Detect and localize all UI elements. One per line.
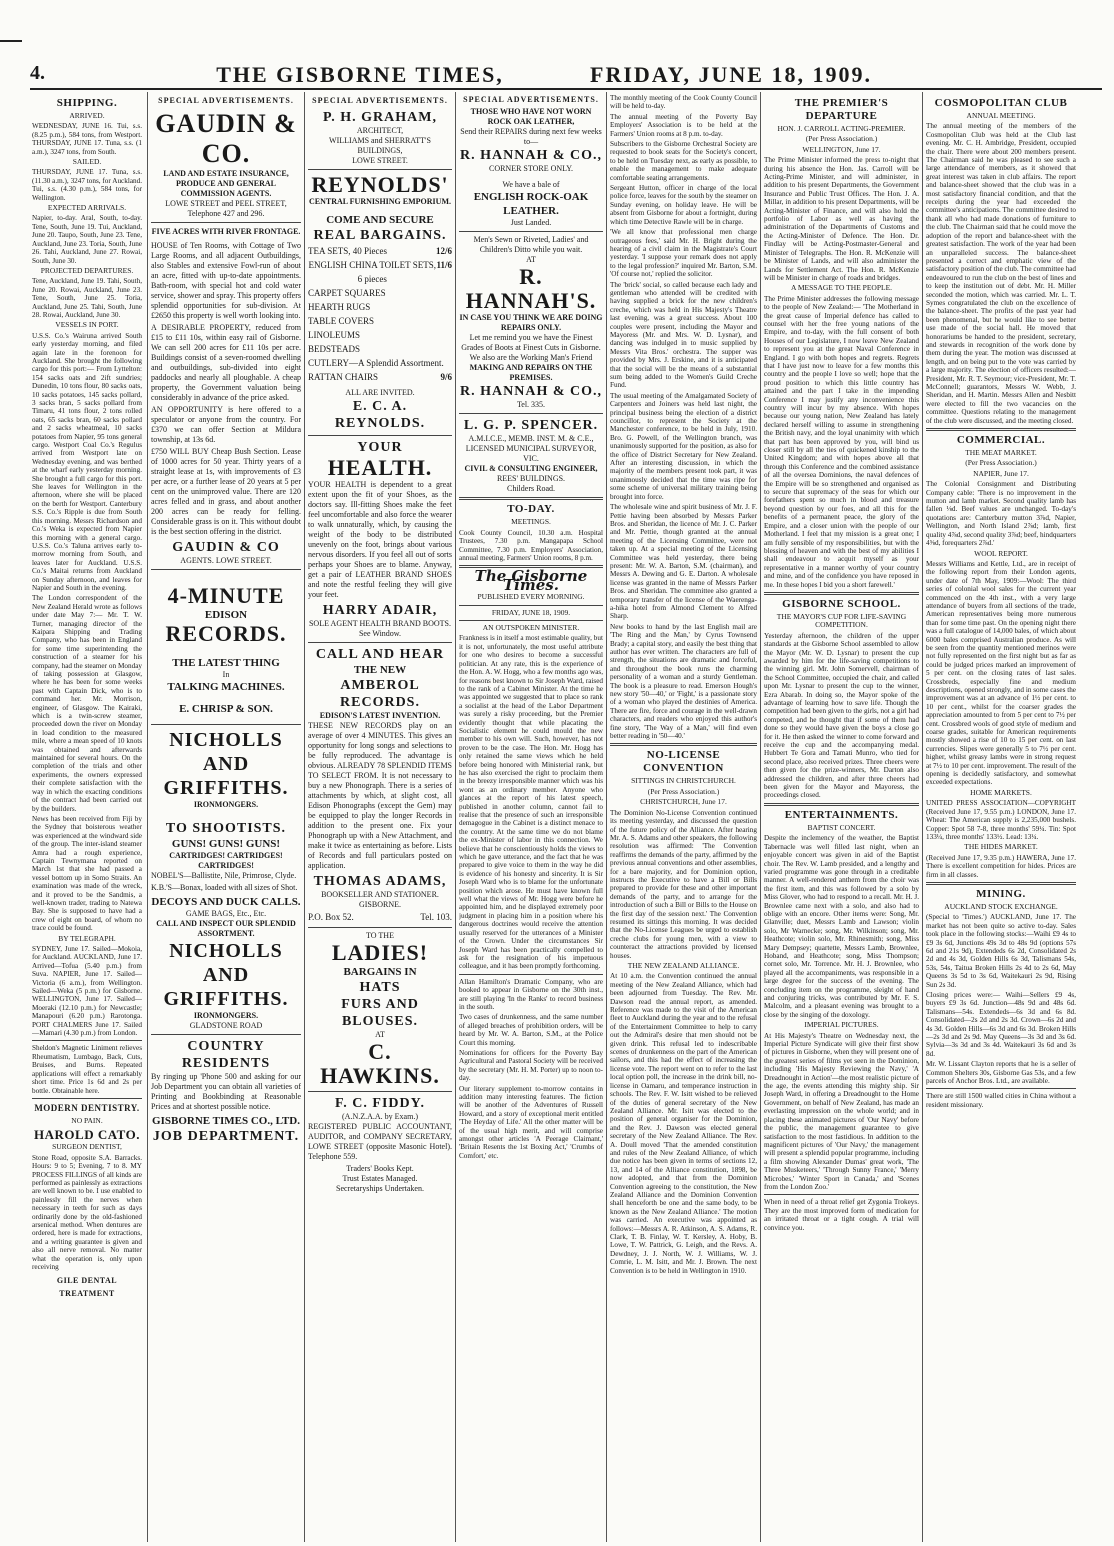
newspaper-title: THE GISBORNE TIMES, <box>216 62 504 87</box>
column-ads-1 <box>151 94 301 1542</box>
adair-name: HARRY ADAIR, <box>322 603 438 618</box>
fiddy-name: F. C. FIDDY. <box>335 1096 425 1111</box>
divider <box>610 743 757 746</box>
bargain-item-label: TABLE COVERS <box>308 316 375 326</box>
mayor-cup-sub: THE MAYOR'S CUP FOR LIFE-SAVING COMPETITION. <box>776 611 907 630</box>
adams-box: P.O. Box 52. <box>308 912 354 922</box>
margin-rule <box>0 40 22 42</box>
divider <box>459 413 603 414</box>
subheading-vessels: VESSELS IN PORT. <box>55 320 119 330</box>
english-leather: ENGLISH ROCK-OAK LEATHER. <box>473 191 589 218</box>
divider <box>926 428 1076 431</box>
your-label: YOUR <box>357 440 403 455</box>
amberol-text: THESE NEW RECORDS play on an average of over 4 MINUTES. This gives an opportunity for long songs and selections to be fully reproduced. The advantage is obvious. ALREADY 78 SPLENDID ITEMS TO SELECT FROM. It is not necessary to buy a new Phonograph. There is a series of attachments by which, at slight cost, all Edison Phonographs (except the Gem) may be equipped to play the longer Records in addition to the present one. Fix your Phonograph up with a New Attachment, and make it twice as entertaining as before. Lists of Records and full particulars posted on application. <box>308 721 452 870</box>
column-rule <box>455 92 456 1542</box>
special-ads-header-2: SPECIAL ADVERTISEMENTS. <box>312 96 448 105</box>
council-item: The monthly meeting of the Cook County Council will be held to-day. <box>610 94 757 111</box>
column-rule <box>760 92 761 1542</box>
to-the: TO THE <box>366 931 394 940</box>
carroll-sub: HON. J. CARROLL ACTING-PREMIER. <box>777 124 906 133</box>
vessels-text: U.S.S. Co.'s Wairuna arrived South early yesterday morning, and filed again late in the forenoon for Auckland. She brought the following cargo for this port:— From Lyttelton: 154 sacks oats and 2ift sundries; Dunedin, 10 tons flour, 80 sacks oats, 10 sacks potatoes, 145 sacks pollard, 3 sacks bran, 5 sacks pollard from Timaru, 41 tons flour, 2 tons rolled oats, 65 sacks bran, 60 sacks pollard and 2 sacks wheatmeal, 10 sacks potatoes from Napier, 95 tons general cargo. Westport Coal Co.'s Regulus arrived from Westport late on Wednesday evening, and was berthed at the wharf early yesterday morning. She brought a full cargo for this port. She leaves for Wellington in the afternoon, where she will be placed on the berth for Westport. Canterbury S.S. Co.'s Ripple is due from South this morning. Messrs Richardson and Co.'s Weka is expected from Napier this morning with a general cargo. U.S.S. Co.'s Taluna arrives early to-morrow morning from South, and leaves later for Auckland. U.S.S. Co.'s Maitai returns from Auckland on Sunday afternoon, and leaves for Napier and South in the evening. <box>32 331 142 592</box>
baptist-text: Despite the inclemency of the weather, the Baptist Tabernacle was well filled last night, when an enjoyable concert was given in aid of the Baptist choir. The Rev. W. Lamb presided, and a lengthy and varied programme was gone through in a creditable manner. A well-rendered anthem from the choir was the first item, and this was followed by a solo by Miss Glover, who had to respond to a recall. Mr. H. J. Brownlee came next with a solo, and also had to oblige with an encore. Other items were: Song, Mr. Glanville; duet, Messrs Lamb and Lawson; violin solo, Mr Warnecke; song, Mr. Wilkinson; song, Mr. Heathcote; violin solo, Mr. Rhinesmith; song, Miss Mary Dempsey; quartette, Messrs Lamb, Brownlee, Hoband, and Heathcote; song, Miss Thompson; cornet solo, Mr. Torrence. Mr. H. J. Brownlee, who played all the accompaniments, was responsible in a large degree for the success of the evening. The concluding item on the programme, sleight of hand and conjuring tricks, was contributed by Mr. F. S. Malcolm, and a pleasant evening was brought to a close by the singing of the doxology. <box>764 834 919 1019</box>
game-bags-line: GAME BAGS, Etc., Etc. <box>185 909 267 918</box>
message-heading: A MESSAGE TO THE PEOPLE. <box>790 283 893 293</box>
call-hear: CALL AND HEAR <box>315 647 445 662</box>
divider <box>308 169 452 170</box>
at-label: AT <box>375 1030 385 1039</box>
residents-label: RESIDENTS <box>181 1056 271 1071</box>
editorial-text: Frankness is in itself a most estimable quality, but it is not, unfortunately, the most useful attribute for one who desires to become a successful politician. At any rate, this is the experience of the Hon. A. W. Hogg, who a few months ago was, for reasons best known to Sir Joseph Ward, raised to the rank of a Cabinet Minister. At the time he was appointed we suggested that to place so rank a socialist at the head of the Labor Department was surely a risky proceeding, but the Premier evidently thought that while placating the Socialistic element he could mould the new member to his own will. Such, however, has not proven to be the case. The Hon. Mr. Hogg has only retained the same views which he held before being honored with Ministerial rank, but he has also exercised the right to proclaim them in the breezy irresponsible manner which was his wont as an ordinary member. Anyone who glances at the report of his latest speech, published in another column, cannot fail to realise that the presence of such an irresponsible demagogue in the Cabinet is a distinct menace to the country. At the same time we do not blame the ex-Minister of labor in this connection. We believe that he conscientiously holds the views to which he gave utterance, and the fact that he was prepared to give voice to them in the way he did is evidence of his honesty and sincerity. It is Sir Joseph Ward who is to blame for the unfortunate position which arose. He must have known full well what the views of Mr. Hogg were before he appointed him, and he displayed extremely poor judgment in placing him in a position where his dangerous doctrines would receive the attention usually reserved for the utterances of a Minister of the Crown. Under the circumstances Sir Joseph Ward has been practically compelled to ask for the resignation of his impetuous colleague, and it has been promptly forthcoming. <box>459 634 603 971</box>
message-text: The Prime Minister addresses the following message to the people of New Zealand:— 'The Motherland in the great cause of Imperial defence has called to counsel with her the free young nations of the Empire, and to-day, with the full consent of both Houses of our Legislature, I now leave New Zealand to represent you at the great Naval Conference in England. I go with both hopes and regrets. Regrets that I have just now to leave for a few months this country and the people I love so well; hope that the proud position to which this little country has attained and the part I take in the impending Conference I may justify any inconvenience this country will incur by my absence. With hopes because our young nation, New Zealand has lately declared herself willing to assume in strengthening the British navy, and the loyal unanimity with which that part has been approved by you, will bind us closer still by all the ties of quickened kinship to the United Kingdom; and with hopes above all that through this Conference and the combined assistance of all the oversea Dominions, the naval defences of the Empire will be so strengthened and organised as to secure that supremacy of the seas for which our forefathers spent so much in blood and treasure beyond question by our foes, and all this for the benefits of a permanent peace, the glory of the Empire, and a closer union with the people of our Motherland. I feel that my mission is a great one; I am fully sensible of my responsibilities, but with the blessing of heaven and with the best of my abilities I shall endeavour to acquit myself as your representative in a manner worthy of your country and mine, and of the confidence you have reposed in me. In these hopes I bid you a short farewell.' <box>764 294 919 589</box>
wool-heading: WOOL REPORT. <box>974 548 1028 558</box>
adams-name: THOMAS ADAMS, <box>313 874 447 889</box>
subheading-sailed: SAILED. <box>72 157 102 167</box>
masthead <box>30 62 1102 90</box>
dramatic-item: Allan Hamilton's Dramatic Company, who are booked to appear in Gisborne on the 30th inst., are still playing 'In the Ranks' to record business in the south. <box>459 977 603 1011</box>
adams-sub: BOOKSELLER AND STATIONER. GISBORNE. <box>321 890 439 909</box>
pictures-heading: IMPERIAL PICTURES. <box>804 1020 879 1030</box>
page-number: 4. <box>30 62 45 84</box>
nicholls-title: NICHOLLS AND GRIFFITHS. <box>163 729 289 799</box>
column-ads-2 <box>308 94 452 1542</box>
architect-label: ARCHITECT, <box>356 126 404 135</box>
reynolds-title: REYNOLDS' <box>311 172 449 197</box>
williams-buildings: WILLIAMS and SHERRATT'S BUILDINGS, <box>329 136 431 155</box>
gaudin-address: LOWE STREET and PEEL STREET, Telephone 427 and 296. <box>165 199 287 218</box>
entertainments-heading: ENTERTAINMENTS. <box>784 808 899 821</box>
supplement-item: Our literary supplement to-morrow contains in addition many interesting features. The fiction will be another of the Adventures of Russell Howard, and a story of exceptional merit entitled 'The Heyday of Life.' All the other matter will be of the usual high merit, and will comprise amongst other articles 'A Peerage Claimant,' 'Britain Resents the 1st Boxing Act,' 'Crumbs of Comfort,' etc. <box>459 1084 603 1160</box>
club-text: The annual meeting of the members of the Cosmopolitan Club was held at the Club last evening. Mr. C. H. Ambridge, President, occupied the chair. There were about 200 members present. The Chairman said he was pleased to see such a large attendance of members, as it showed that great interest was taken in club affairs. The report and balance-sheet showed that the club was in a most satisfactory financial condition, and that the receipts during the year had exceeded the committee's anticipations. The committee desired to thank all who had made donations of furniture to the club. The Chairman said that he could move the adoption of the report and balance-sheet with the greatest satisfaction. The work of the year had been an unparalleled success. The balance-sheet presented a correct and emphatic view of the satisfactory position of the club. The committee had endeavoured to run the club on the best of lines and to keep the institution out of debt. Mr. H. Miller seconded the motion, which was carried. Mr. L. T. Symes congratulated the club on the excellence of the balance-sheet. The profits of the past year had been phenomenal, but he would like to see better use made of the social hall. He moved that honorariums be handed to the president, secretary, and stewards in recognition of the work done by them during the year. The motion was discussed at length, and on being put to the vote was carried by a large majority. The election of officers resulted:—President, Mr. R. T. Seymour; vice-President, Mr. T. McConnell; guarantors, Messrs W. Webb, J. Sheridan, and H. Martin. Messrs Allen and Nesbitt were elected to fill the two vacancies on the committee. Questions relating to the management of the club were discussed, and the meeting closed. <box>926 122 1076 425</box>
childers-road: Childers Road. <box>507 484 555 494</box>
shootists-heading: TO SHOOTISTS. <box>165 821 287 836</box>
column-shipping <box>32 94 142 1542</box>
records-label: RECORDS. <box>165 621 287 646</box>
club-heading: COSMOPOLITAN CLUB <box>934 97 1068 109</box>
at-label-2: AT <box>526 255 536 265</box>
subheading-arrived: ARRIVED. <box>69 111 105 120</box>
projected-text: Tene, Auckland, June 19. Tahi, South, June 20. Rowai, Auckland, June 23. Tene, South, June 25. Toria, Auckland, June 25. Tahi, South, June 28. Rowai, Auckland, June 30. <box>32 277 142 319</box>
subheading-expected: EXPECTED ARRIVALS. <box>47 203 127 213</box>
hannah-tel: Tel. 335. <box>516 400 546 410</box>
divider <box>764 592 919 595</box>
emporium-label: CENTRAL FURNISHING EMPORIUM. <box>308 197 451 206</box>
real-bargains: REAL BARGAINS. <box>313 228 447 243</box>
rock-oak-heading: THOSE WHO HAVE NOT WORN ROCK OAK LEATHER, <box>470 107 592 127</box>
school-text: Yesterday afternoon, the children of the upper standards at the Gisborne School assembled to allow the Mayor (Mr. W. D. Lysnar) to present the cup awarded by him for the life-saving competitions to the winning girl. Mr. John Somervell, chairman of the School Committee, occupied the chair, and called upon Mr. Lysnar to present the cup to the winner, Ezra Abarab. In doing so, the Mayor spoke of the advantage of learning how to save life. Though the competition had been given to the girls, not a girl had competed, and he thought that if some of them had done so they would have given the boys a close go for it. He then asked the winner to come forward and receive the cup and the accompanying medal. Hubbert Te Gora and Tamati Munro, who tied for second place, also received prizes. Three cheers were then given for the prize-winners, Mr. Darton also addressed the children, and after three cheers had been given for the Mayor and Mayoress, the proceedings closed. <box>764 631 919 800</box>
hannah-name-2: R. HANNAH & CO., <box>460 384 602 400</box>
fiddy-sub: (A.N.Z.A.A. by Exam.) <box>342 1112 418 1121</box>
brick-item: The 'brick' social, so called because each lady and gentleman who attended will be credited with having supplied a brick for the new children's creche, which was held in His Majesty's Theatre last evening, was a great success. About 100 couples were present, including the Mayor and Mayoress (Mr. and Mrs. W. D. Lysnar), and dancing was indulged in to music supplied by Messrs Vita Bros.' orchestra. The supper was provided by Mrs. J. Erskine, and it is anticipated that the social will be the means of a substantial sum being added to the Women's Guild Creche Fund. <box>610 280 757 390</box>
bargain-item <box>308 356 452 370</box>
special-ads-header: SPECIAL ADVERTISEMENTS. <box>158 96 294 105</box>
desirable-listing: A DESIRABLE PROPERTY, reduced from £15 to £11 10s, within easy rail of Gisborne. We can sell 200 acres for £11 10s per acre. Buildings consist of a seven-roomed dwelling and outbuildings, sub-divided into eight paddocks and nearly all ploughable. A cheap property, the Government valuation being considerably in advance of the price asked. <box>151 323 301 402</box>
employers-item: The annual meeting of the Poverty Bay Employers' Association is to be held at the Farmers' Union rooms at 8 p.m. to-day. <box>610 112 757 138</box>
bargain-item <box>308 244 452 258</box>
hannah-name: R. HANNAH & CO., <box>460 148 602 164</box>
furs-label: FURS AND <box>341 997 419 1012</box>
divider <box>308 435 452 436</box>
wine-item: The wholesale wine and spirit business of Mr. J. F. Pettie having been absorbed by Messrs Parker Bros. and Sheridan, the licence of Mr. J. C. Parker and Mr. Pettie, though granted at the annual meeting of the Licensing Committee, were not taken up. At a special meeting of the Licensing Committee was held yesterday, there being present: Mr. W. A. Barton, S.M. (chairman), and Messrs A. Dewing and G. E. Darton. A wholesale license was granted in the name of Messrs Parker Bros. and Sheridan. The committee also granted a temporary transfer of the license of the Waerenga-a-hika hotel from Almond Clement to Alfred Sharp. <box>610 503 757 621</box>
blouses-label: BLOUSES. <box>341 1014 419 1029</box>
country-text: By ringing up 'Phone 500 and asking for our Job Department you can obtain all varieties of Printing and Bookbinding at Reasonable Prices and at shortest possible notice. <box>151 1072 301 1111</box>
gaudin-subtitle: LAND AND ESTATE INSURANCE, PRODUCE AND GENERAL COMMISSION AGENTS. <box>163 169 289 198</box>
divider <box>32 1098 142 1099</box>
liniment-ad: Sheldon's Magnetic Liniment relieves Rheumatism, Lumbago, Back, Cuts, Bruises, and Burns. Repeated applications will effect a remarkably short time. Price 1s 6d and 2s per bottle. Obtainable here. <box>32 1044 142 1095</box>
health-label: HEALTH. <box>327 455 433 480</box>
special-ads-header-3: SPECIAL ADVERTISEMENTS. <box>463 95 599 104</box>
all-invited: ALL ARE INVITED. <box>345 388 415 397</box>
rock-oak-sub: Send their REPAIRS during next few weeks to— <box>460 127 602 147</box>
press-association: (Per Press Association.) <box>647 786 720 796</box>
bargain-item <box>308 286 452 300</box>
spencer-name: L. G. P. SPENCER. <box>463 418 599 434</box>
alliance-heading: THE NEW ZEALAND ALLIANCE. <box>627 961 740 970</box>
home-markets-heading: HOME MARKETS. <box>970 787 1032 797</box>
column-news-2 <box>764 94 919 1542</box>
bargain-item-label: LINOLEUMS <box>308 330 360 340</box>
dateline-2: WELLINGTON, June 17. <box>802 144 881 154</box>
bargain-item <box>308 300 452 314</box>
divider <box>459 231 603 232</box>
in-case: IN CASE YOU THINK WE ARE DOING REPAIRS ONLY. <box>459 313 603 333</box>
divider <box>459 605 603 606</box>
published-line: PUBLISHED EVERY MORNING. <box>477 592 585 602</box>
school-heading: GISBORNE SCHOOL. <box>782 597 901 610</box>
nolicense-heading: NO-LICENSE CONVENTION <box>643 749 724 775</box>
column-news-3 <box>926 94 1076 1542</box>
talking-machines: TALKING MACHINES. <box>167 681 285 693</box>
trust-estates: Trust Estates Managed. <box>342 1174 418 1183</box>
pictures-text: At His Majesty's Theatre on Wednesday next, the Imperial Picture Syndicate will give their first show of pictures in Gisborne, when they will present one of the greatest series of films yet seen in the Dominion, including 'His Majesty Reviewing the Navy,' 'A Dreadnought in Action'—the most realistic picture of the age, the events attending this mighty ship. Sir Joseph Ward, in offering a Dreadnought to the Home Government, on behalf of New Zealand, has made an everlasting impression on the whole world; and in placing these animated pictures of 'Our Navy' before the public, the management guarantee to give satisfaction to the most fastidious. In addition to the magnificent pictures of 'Our Navy,' the management will present a splendid popular programme, including a film showing Alexander Dumas' great work, 'The Three Musketeers,' 'Through Sunny France,' 'Merry Microbes,' 'Winter Sport in Canada,' and 'Scenes from the London Zoo.' <box>764 1031 919 1191</box>
gaudin-title: GAUDIN & CO. <box>155 109 297 168</box>
wool-text: Messrs Williams and Kettle, Ltd., are in receipt of the following report from their London agents, under date of 7th May, 1909:—Wool: The third series of colonial wool sales for the current year commenced on the 4th inst., with a very large attendance of buyers from all sections of the trade, American representatives being more numerous than for some time past. On the opening night there was a full catalogue of 14,000 bales, of which about 6000 bales comprised Australian produce. As will be seen from the quantity mentioned merinos were not fully represented on the first night but as far as could be judged prices marked an improvement of 5 per cent. on the closing rates of last sales. Crossbreds, especially fine and medium descriptions, opened strongly, and in some cases the improvement was at an advance of 1½ per cent. to 10 per cent., whilst for the coarser grades the appreciation amounted to from 5 per cent to 7½ per cent. Crossbred wools of good style of medium and coarse grades, suitable for American requirements mostly showed a rise of 10 to 15 per cent. on last currencies. Slipes were generally 5 to 7½ per cent. higher, whilst greasy lambs were in strong request at 7½ to 10 per cent. improvement. The result of the opening is decidedly satisfactory, and somewhat exceeded expectations. <box>926 559 1076 787</box>
bargain-item <box>308 342 452 356</box>
civil-engineer: CIVIL & CONSULTING ENGINEER, <box>464 464 598 474</box>
mens-repairs: Men's Sewn or Riveted, Ladies' and Children's Ditto while you wait. <box>473 235 589 255</box>
gaudin-footer: GAUDIN & CO <box>172 540 280 555</box>
today-heading: TO-DAY. <box>507 503 555 516</box>
bargain-item <box>308 370 452 384</box>
bargain-item-label: TEA SETS, 40 Pieces <box>308 246 387 256</box>
bale-label: We have a bale of <box>502 180 560 190</box>
reynolds-name: E. C. A. REYNOLDS. <box>334 399 426 431</box>
nobels-line: NOBEL'S—Ballistite, Nile, Primrose, Clyde. <box>151 871 297 880</box>
bargain-item-price: 9/6 <box>440 372 452 382</box>
telegraph-text: SYDNEY, June 17. Sailed—Mokoia, for Auckland. AUCKLAND, June 17. Arrived—Tofua (5.40 p.m.) from Suva. NAPIER, June 17. Sailed—Victoria (6 a.m.), from Wellington. Sailed—Weka (5 p.m.) for Gisborne. WELLINGTON, June 17. Sailed—Moeraki (12.10 p.m.) for Newcastle; Manapouri (6.20 p.m.) Rarotonga. PORT CHALMERS June 17. Sailed—Mamari (4.30 p.m.) from London. <box>32 945 142 1038</box>
bargain-item-label: CARPET SQUARES <box>308 288 386 298</box>
dentist-title: SURGEON DENTIST, <box>52 1142 122 1152</box>
nicholls-sub-2: IRONMONGERS. <box>193 1011 259 1020</box>
nicholls-title-2: NICHOLLS AND GRIFFITHS. <box>163 940 289 1010</box>
adams-tel: Tel. 103. <box>420 912 452 922</box>
divider <box>926 882 1076 885</box>
bargain-list <box>308 244 452 384</box>
chrisp-name: E. CHRISP & SON. <box>179 703 273 715</box>
divider <box>459 620 603 621</box>
divider <box>764 803 919 806</box>
spencer-sub: A.M.I.C.E., MEMB. INST. M. & C.E., LICENSED MUNICIPAL SURVEYOR, VIC. <box>465 434 597 464</box>
latest-thing: THE LATEST THING <box>172 657 280 669</box>
bush-section-listing: £750 WILL BUY Cheap Bush Section. Lease of 1000 acres for 50 year. Thirty years of a straight lease at 1s, with improvements of £3 per acre, or a further lease of 20 years at 5 per cent on the unimproved value. There are 120 acres felled and in grass, and about another 200 acres can be ready for felling. Considerable grass is on it. This without doubt is the best section offering in the district. <box>151 447 301 536</box>
bargain-item <box>308 328 452 342</box>
divider <box>308 1091 452 1092</box>
column-rule <box>606 92 607 1542</box>
baptist-heading: BAPTIST CONCERT. <box>807 822 876 832</box>
hides-text: (Received June 17, 9.35 p.m.) HAWERA, June 17. There is excellent competition for hides. Prices are firm in all classes. <box>926 853 1076 879</box>
exchange-heading: AUCKLAND STOCK EXCHANGE. <box>944 901 1058 911</box>
home-markets-text: UNITED PRESS ASSOCIATION—COPYRIGHT (Received June 17, 9.55 p.m.) LONDON, June 17. Wheat: The American supply is 2,235,000 bushels. Copper: Spot 58 7-8, three months' 59¼. Tin: Spot 133¼, three months' 133½. Lead: 13¼. <box>926 799 1076 841</box>
subheading-telegraph: BY TELEGRAPH. <box>58 933 116 943</box>
bargain-item-label: CUTLERY—A Splendid Assortment. <box>308 358 444 368</box>
carpenters-item: The usual meeting of the Amalgamated Society of Carpenters and Joiners was held last night, the principal business being the election of a district councillor, to represent the Society at the Manchester conference, to be held in July, 1910. Bro. G. Powell, of the Wellington branch, was unanimously supported for the position, as also for the office of District Secretary for New Zealand. After an interesting discussion, in which the majority of the members present took part, it was unanimously decided that the time was ripe for some scheme of universal military training being brought into force. <box>610 391 757 501</box>
come-secure: COME AND SECURE <box>326 214 434 226</box>
section-heading-shipping: SHIPPING. <box>56 97 118 109</box>
throat-item: When in need of a throat relief get Zygonia Trokeys. They are the most improved form of medication for an irritated throat or a tight cough. A trial will convince you. <box>764 1198 919 1232</box>
alliance-text: At 10 a.m. the Convention continued the annual meeting of the New Zealand Alliance, which had been adjourned from Tuesday. The Rev. Mr. Dawson read the annual report, as amended. Reference was made to the visit of the American fleet to Auckland during the year and to the refusal of the Entertainment Committee to help to carry out the Admiral's desire that men should not be given drink. This refusal led to indescribable scenes of drunkenness on the part of the American sailors, and this had the effect of increasing the license vote. The report went on to refer to the last local option poll, the increase in the drink bill, no-license in Oamaru, and temperance instruction in schools. The Rev. F. W. Isitt wished to be relieved of the duties of general secretary of the New Zealand Alliance. Mr. Isitt was elected to the position of general organiser for the Dominion, and the Rev. J. Dawson was elected general secretary of the New Zealand Alliance. The Rev. A. Doull moved 'That the amended constitution and rules of the New Zealand Alliance, of which due notice has been given in terms of sections 12, 13, and 14 of the Alliance constitution, 1898, be now adopted, and that from the Dominion Convention agreeing to the constitution, the New Zealand Alliance and the Dominion Convention shall henceforth be one and the same body, to be known as the New Zealand Alliance.' The motion was carried. An executive was appointed as follows:—Messrs A. R. Atkinson, A. S. Adams, R. Clark, T. B. Finlay, W. T. Kersley, A. Hoby, B. Lowe, T. W. Pattrick, G. Leigh, and the Revs. A. Dewdney, J. J. North, W. J. Williams, W. J. Comrie, L. M. Isitt, and Mr. J. Brown. The next Convention is to be held in Wellington in 1910. <box>610 972 757 1275</box>
press-association-2: (Per Press Association.) <box>805 134 878 144</box>
the-new: THE NEW <box>353 664 407 676</box>
column-rule <box>147 92 148 1542</box>
no-pain: NO PAIN. <box>71 1115 103 1125</box>
guns-line: GUNS! GUNS! GUNS! <box>171 838 281 850</box>
professional-item: 'We all know that professional men charge outrageous fees,' said Mr. H. Bright during the hearing of a civil claim in the Magistrate's Court yesterday. 'I suppose your remark does not apply to the legal profession?' inquired Mr. Barton, S.M. 'Of course not,' replied the solicitor. <box>610 228 757 279</box>
bargain-item-price: 11/6 <box>436 260 452 270</box>
adair-sub: SOLE AGENT HEALTH BRAND BOOTS. See Window. <box>308 619 451 638</box>
dentist-name: HAROLD CATO. <box>34 1127 140 1143</box>
premier-text: The Prime Minister informed the press to-night that during his absence the Hon. Jas. Carroll will be Acting-Prime Minister, and will administer, in addition to his present Departments, the Government Insurance and Public Trust Offices. The Hon. J. A. Millar, in addition to his present Departments, will be Acting-Minister of Finance, and will also hold the portfolio of Labor as well as having the administration of the Departments of Customs and the Acting-Minister of Defence. The Hon. Dr. Findlay will be Acting-Postmaster-General and Minister of Telegraphs. The Hon. R. McKenzie will be Minister of Lands, and will also administer the Lands for Settlement Act. The Hon. R. McKenzie will be Minister in charge of roads and bridges. <box>764 156 919 282</box>
hutton-item: Sergeant Hutton, officer in charge of the local police force, leaves for the south by the steamer on Sunday evening, on holiday leave. He will be absent from Gisborne for about a fortnight, during which time Detective Rawle will be in charge. <box>610 184 757 226</box>
divider <box>151 569 301 570</box>
divider <box>151 222 301 223</box>
column-news-1 <box>610 94 757 1542</box>
meetings-text: Cook County Council, 10.30 a.m. Hospital Trustees, 7.30 p.m. Mangapapa School Committee, 7.30 p.m. Employers' Association, annual meeting, Farmers' Union rooms, 8 p.m. <box>459 528 603 563</box>
column-editorial <box>459 94 603 1542</box>
sittings-sub: SITTINGS IN CHRISTCHURCH. <box>631 776 736 786</box>
making-repairs: MAKING AND REPAIRS ON THE PREMISES. <box>469 363 593 383</box>
books-item: New books to hand by the last English mail are 'The Ring and the Man,' by Cyrus Townsend Brady; a capital story, and easily the best thing that author has ever written. The characters are full of strength, the situations are dramatic and forceful, and throughout the book runs the charming personality of a woman and a sturdy Gentleman. The book is a pleasure to read. Emerson Hough's new story '50—40,' or 'Fight,' is a passionate story of a woman who played the destinies of America. There are fire, force and courage in the well-drawn characters, and readers who enjoyed this author's fine story, 'The Way of a Man,' will find even better reading in '50—40.' <box>610 622 757 741</box>
vessels-text-3: News has been received from Fiji by the Sydney that boisterous weather was experienced at the windward side of the group. The inter-island steamer Amra had a rough experience, Captain Tewnymana reported on March 1st that she had passed a vessel bottom up in Somo Straits. An examination was made of the wreck, and it proved to be the Sandmis, a well-known trader, trading to Natewa Bay. She is supposed to have had a crew of eight on board, of whom no trace could be found. <box>32 814 142 933</box>
dentistry-heading: MODERN DENTISTRY. <box>34 1102 140 1113</box>
health-text: YOUR HEALTH is dependent to a great extent upon the fit of your Shoes, as the doctors say. Ill-fitting Shoes make the feet feel uncomfortable and also force the wearer to walk unnaturally, which, by causing the weight of the body to be distributed unevenly on the foot, brings about various nervous disorders. If you feel all out of sorts perhaps your Shoes are to blame. Anyway, get a pair of LEATHER BRAND SHOES and note the restful feeling they will give your feet. <box>308 480 452 599</box>
column-rule <box>922 92 923 1542</box>
bargain-item-label: HEARTH RUGS <box>308 302 371 312</box>
orchestral-item: Subscribers to the Gisborne Orchestral Society are requested to book seats for the Society's concert, to be held on Tuesday next, as early as possible, to enable the management to make adequate comfortable seating arrangements. <box>610 140 757 182</box>
fiddy-text: REGISTERED PUBLIC ACCOUNTANT, AUDITOR, and COMPANY SECRETARY, LOWE STREET (opposite Masonic Hotel). Telephone 559. <box>308 1122 452 1161</box>
edison-label: EDISON <box>204 609 248 621</box>
five-acres-heading: FIVE ACRES WITH RIVER FRONTAGE. <box>151 227 301 236</box>
hides-heading: THE HIDES MARKET. <box>964 842 1038 852</box>
divider <box>151 1034 301 1035</box>
issue-date: FRIDAY, JUNE 18, 1909. <box>590 62 872 87</box>
nicholls-sub: IRONMONGERS. <box>193 800 259 809</box>
divider <box>308 927 452 928</box>
edison-latest: EDISON'S LATEST INVENTION. <box>319 711 441 720</box>
four-minute-title: 4-MINUTE <box>167 583 285 608</box>
divider <box>308 642 452 643</box>
bargain-item-label: BEDSTEADS <box>308 344 361 354</box>
clayton-report: Mr. W. Lissant Clayton reports that he is a seller of Common Shelters 30s, Gisborne Gas 53s, and a few parcels of Anchor Bros. Ltd., are available. <box>926 1060 1076 1086</box>
cartridges-line: CARTRIDGES! CARTRIDGES! CARTRIDGES! <box>169 851 283 870</box>
bargain-item <box>308 258 452 286</box>
bargain-item <box>308 314 452 328</box>
editorial-heading: AN OUTSPOKEN MINISTER. <box>482 623 580 633</box>
sailed-text: THURSDAY, JUNE 17. Tuna, s.s. (11.30 a.m.), 3247 tons, for Auckland. Tui, s.s. (4.30 p.m.), 584 tons, for Wellington. <box>32 168 142 202</box>
divider <box>459 974 603 975</box>
divider <box>764 1194 919 1195</box>
house-listing: HOUSE of Ten Rooms, with Cottage of Two Large Rooms, and all adjacent Outbuildings, also Stables and extensive Fowl-run of about an acre, fitted with up-to-date appointments. Bath-room, with special hot and cold water service, shower and spray. This property offers splendid opportunities for sub-division. At £2650 this property is well worth looking into. <box>151 241 301 320</box>
divider <box>32 1040 142 1041</box>
closing-prices: Closing prices were:— Waihi—Sellers £9 4s, buyers £9 3s 6d. Junction—48s 9d and 48s 6d. Talismans—54s. Extendeds—6s 3d and 6s 8d. Consolidated—2s 2d and 2s 3d. Crown—6s 2d and 4s 3d. Golden Hills—6s 3d and 6s 3d. Broken Hills—2s 3d and 2s 9d. May Queens—3s 3d and 3s 6d. Sylvia—3s 3d and 3s 4d. Waitekauri 3s 6d and 3s 8d. <box>926 991 1076 1058</box>
lowe-street: LOWE STREET. <box>352 156 408 165</box>
hawkins-name: C. HAWKINS. <box>320 1039 440 1088</box>
annual-meeting-sub: ANNUAL MEETING. <box>966 111 1036 120</box>
meetings-heading: MEETINGS. <box>511 517 551 527</box>
press-association-3: (Per Press Association.) <box>965 458 1037 468</box>
hats-label: HATS <box>359 980 401 995</box>
traders-books: Traders' Books Kept. <box>346 1164 414 1173</box>
bargain-item-label: ENGLISH CHINA TOILET SETS, 6 pieces <box>308 260 436 284</box>
dentist-footer: GILE DENTAL TREATMENT <box>56 1276 118 1299</box>
graham-name: P. H. GRAHAM, <box>323 110 437 125</box>
working-man: We also are the Working Man's Friend <box>469 353 593 363</box>
bargains-in: BARGAINS IN <box>343 966 417 978</box>
gaudin-footer-sub: AGENTS. LOWE STREET. <box>180 556 272 565</box>
vessels-text-2: The London correspondent of the New Zealand Herald wrote as follows under date May 7:— Mr. T. W. Turner, managing director of the Kaipara Shipping and Trading Company, who has been in England for some time superintending the construction of a steamer for his company, had the steamer on Monday of taking possession at Glasgow, where he has been for some weeks past with Captain Dick, who is to command her. Mr. Morrison, engineer, of Glasgow. The Kairaki, which is a twin-screw steamer, proceeded down the river on Monday in load condition to the measured mile, where a mean speed of 10 knots was obtained and afterwards maintained for several hours. On the completion of the trials and other experiments, the owners expressed their complete satisfaction with the way in which the exacting conditions of the contract had been carried out by the builders. <box>32 594 142 813</box>
premier-heading: THE PREMIER'S DEPARTURE <box>794 97 889 122</box>
drunkenness-item: Two cases of drunkenness, and the same number of alleged breaches of prohibition orders, will be heard by Mr. W. A. Barton, S.M., at the Police Court this morning. <box>459 1013 603 1047</box>
exchange-text: (Special to 'Times.') AUCKLAND, June 17. The market has not been quite so active to-day. Sales took place in the following stocks:—Waihi £9 4s to £9 3s 6d, Junctions 49s 3d to 48s 9d (options 57s 6d and 21s 9d), Extendeds 6s 2d, Consolidated 2s 2d and 4s 3d, Golden Hills 6s 3d, Talismans 54s, 53s, 54s, Taitua Broken Hills 2s 4d to 2s 6d, May Queens 3s 5d to 3s 6d, Waitekauri 2s 9d, Rising Sun 2s 3d. <box>926 913 1076 989</box>
column-rule <box>304 92 305 1542</box>
commercial-heading: COMMERCIAL. <box>956 434 1046 447</box>
kbs-line: K.B.'S—Bonax, loaded with all sizes of Shot. <box>151 883 298 892</box>
dentist-text: Stone Road, opposite S.A. Barracks. Hours: 9 to 5; Evening, 7 to 8. MY PROCESS FILLINGS of all kinds are performed as painlessly as extractions are well known to be. I use enabled to painlessly fill the nerves when necessary in teeth for such as days ordinarily done by the old-fashioned arsenical method. When dentures are ordered, here is made for extractions, and a writing guarantee is given and also all nerve removal. No matter what the operation is, only upon receiving <box>32 1153 142 1271</box>
call-inspect: CALL AND INSPECT OUR SPLENDID ASSORTMENT. <box>156 919 296 938</box>
china-item: There are still 1500 walled cities in China without a resident missionary. <box>926 1092 1076 1109</box>
nominations-item: Nominations for officers for the Poverty Bay Agricultural and Pastoral Society will be received by the secretary (Mr. H. M. Porter) up to noon to-day. <box>459 1048 603 1083</box>
nolicense-text: The Dominion No-License Convention continued its meeting yesterday, and discussed the question of the future policy of the Alliance. After hearing Mr. A. S. Adams and other speakers, the following resolution was affirmed: 'The Convention reaffirms the demands of the party, affirmed by the previous annual conventions and other assemblies, for a bare majority, and for Dominion option, instructs the Executive to have a Bill or Bills prepared to provide for these and other important demands of the party, and to arrange for the introduction of such a Bill or Bills to the House on the first day of the session next.' The Convention resumed its sittings this morning. It was decided that the No-License Leagues be urged to establish creche clubs for young men, with a view to counteract the attractions provided by licensed houses. <box>610 808 757 960</box>
divider <box>926 1088 1076 1089</box>
gisborne-times-co: GISBORNE TIMES CO., LTD. <box>152 1115 300 1127</box>
country-label: COUNTRY <box>187 1039 265 1054</box>
arrived-text: WEDNESDAY, JUNE 16. Tui, s.s. (8.25 p.m.), 584 tons, from Westport. THURSDAY, JUNE 17. Tuna, s.s. (1 a.m.), 3247 tons, from South. <box>32 122 142 156</box>
mining-heading: MINING. <box>976 887 1026 900</box>
in-label: In <box>222 670 230 679</box>
dateline: CHRISTCHURCH, June 17. <box>640 797 727 807</box>
subheading-projected: PROJECTED DEPARTURES. <box>40 265 134 275</box>
bargain-item-label: RATTAN CHAIRS <box>308 372 379 382</box>
ladies-label: LADIES! <box>331 940 429 965</box>
gladstone-road: GLADSTONE ROAD <box>189 1021 263 1030</box>
decoys-line: DECOYS AND DUCK CALLS. <box>151 896 301 908</box>
bargain-item-price: 12/6 <box>435 246 452 256</box>
amberol-records: AMBEROL RECORDS. <box>340 678 420 710</box>
meat-text: The Colonial Consignment and Distributing Company cable: 'There is no improvement in the mutton and lamb market. Second quality lamb has fallen ⅛d. Beef values are unchanged. To-day's quotations are: Canterbury mutton 3⅞d, Napier, Wellington, and North Island 2⅞d; lamb, first quality 4⅞d, second quality 3⅞d; beef, hindquarters 4⅝d, forequarters 2⅞d.' <box>926 480 1076 548</box>
opportunity-listing: AN OPPORTUNITY is here offered to a speculator or anyone from the country. For £370 we can offer Section at Mildura township, at 13s 6d. <box>151 405 301 444</box>
expected-text: Napier, to-day. Aral, South, to-day. Tene, South, June 19. Tui, Auckland, June 20. Taupo, South, June 23. Tene, Auckland, June 23. Toria, South, June 26. Tahi, Auckland, June 27. Rowai, South, June 30. <box>32 214 142 265</box>
corner-store: CORNER STORE ONLY. <box>488 164 574 174</box>
adams-contact <box>308 910 452 924</box>
dateline-3: NAPIER, June 17. <box>973 468 1029 478</box>
rees-buildings: REES' BUILDINGS. <box>496 474 566 484</box>
just-landed: Just Landed. <box>510 218 552 228</box>
paper-title: The Gisborne Times. <box>474 567 588 594</box>
secretaryships: Secretaryships Undertaken. <box>336 1184 424 1193</box>
editorial-date: FRIDAY, JUNE 18, 1909. <box>491 607 571 617</box>
meat-heading: THE MEAT MARKET. <box>965 448 1037 458</box>
job-department: JOB DEPARTMENT. <box>152 1129 300 1144</box>
divider <box>151 724 301 725</box>
hannahs-name: R. HANNAH'S. <box>465 264 597 314</box>
remind-text: Let me remind you we have the Finest Grades of Boots at Finest Cuts in Gisborne. <box>461 333 601 353</box>
divider <box>459 497 603 500</box>
